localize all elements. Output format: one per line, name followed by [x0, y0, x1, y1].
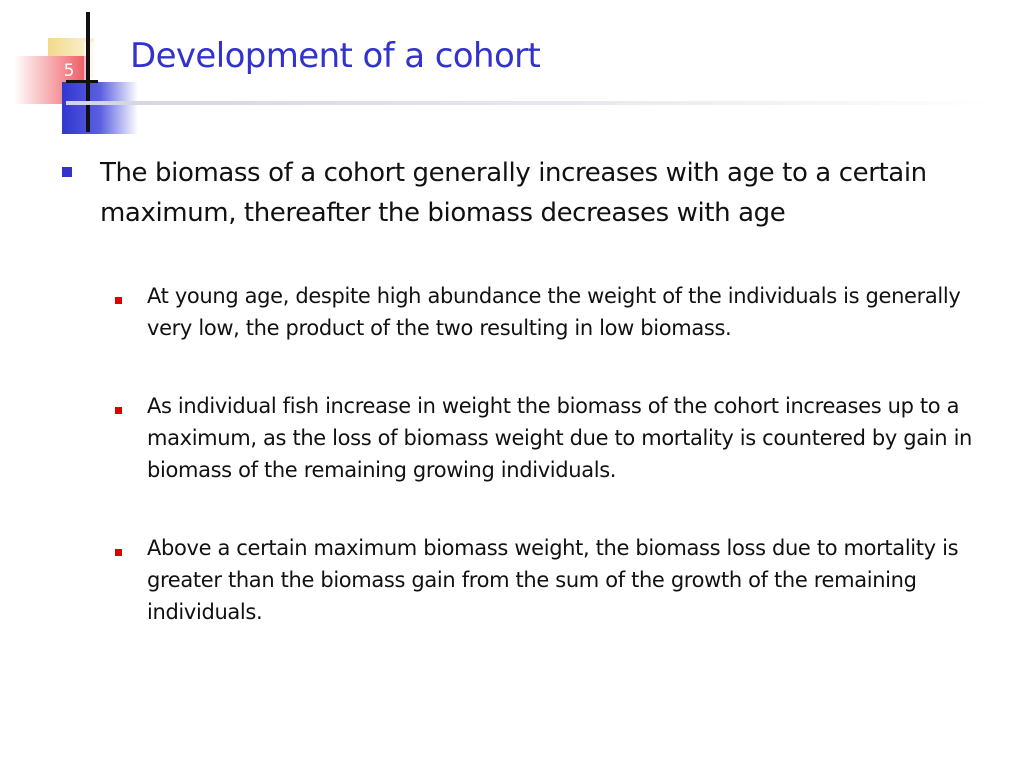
sub-bullet-text: At young age, despite high abundance the weight of the individuals is generally very low, the product of the two resulting in low biomass.	[147, 284, 961, 340]
sub-bullet-text: Above a certain maximum biomass weight, the biomass loss due to mortality is greater than the biomass gain from the sum of the growth of the remaining individuals.	[147, 536, 959, 624]
decor-square-blue	[62, 82, 138, 134]
title-underline	[66, 101, 996, 105]
sub-bullet-square-icon	[115, 407, 122, 414]
sub-bullet-square-icon	[115, 297, 122, 304]
sub-bullet-square-icon	[115, 549, 122, 556]
decor-square-white	[84, 42, 130, 80]
bullet-square-icon	[62, 167, 72, 177]
decor-vertical-line	[86, 12, 90, 132]
main-bullet-text: The biomass of a cohort generally increases with age to a certain maximum, thereafter the biomass decreases with age	[100, 158, 927, 228]
slide-title: Development of a cohort	[130, 36, 541, 76]
slide-number: 5	[63, 61, 75, 81]
sub-bullet-text: As individual fish increase in weight the biomass of the cohort increases up to a maximum, as the loss of biomass weight due to mortality is countered by gain in biomass of the remaining growing individuals.	[147, 394, 973, 482]
